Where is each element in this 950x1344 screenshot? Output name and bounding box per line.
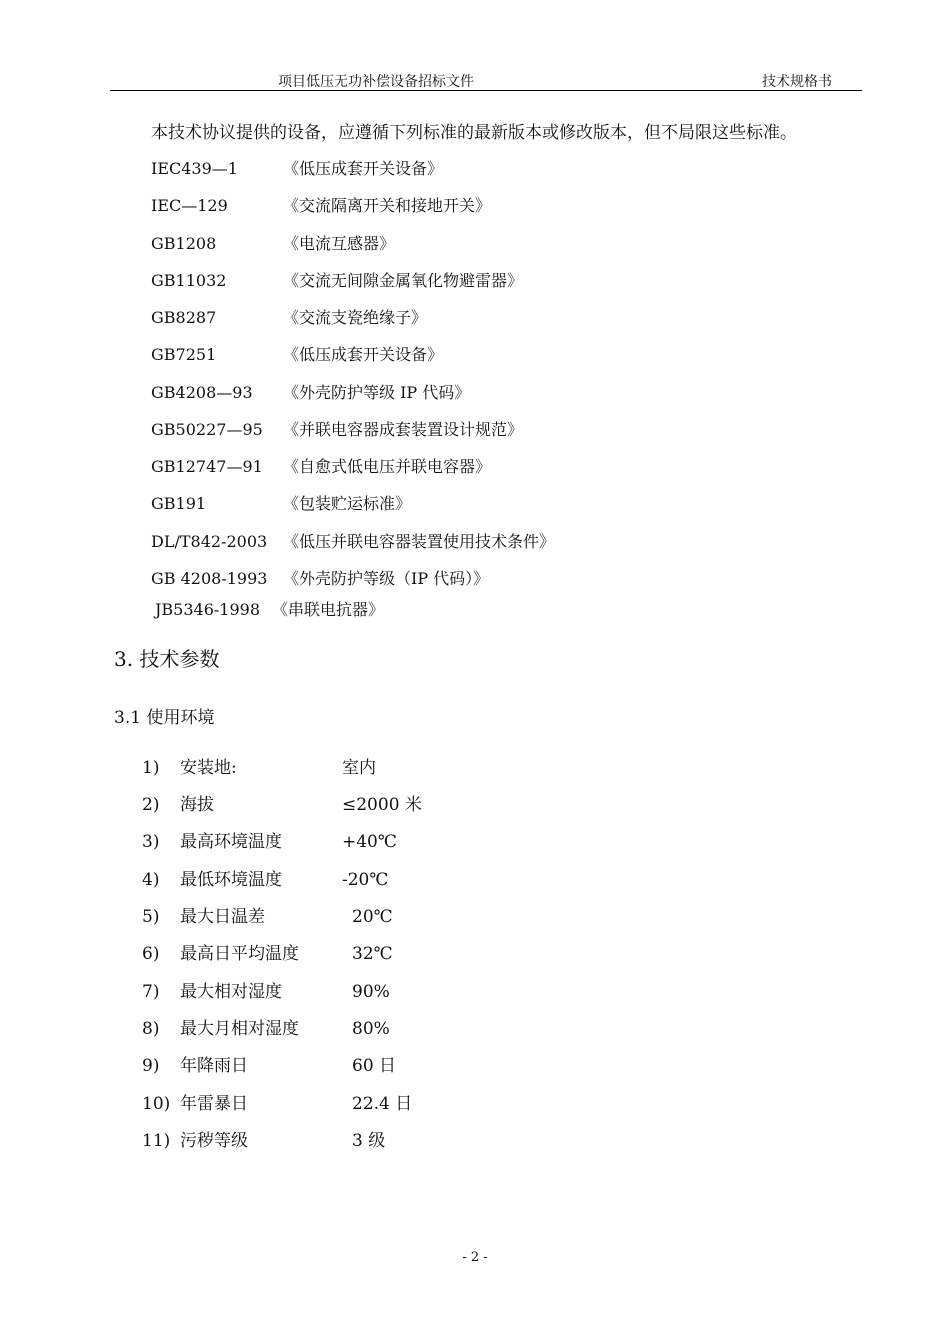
standard-code: GB50227—95 (151, 420, 263, 439)
env-row (142, 827, 397, 852)
env-label: 年降雨日 (180, 1056, 248, 1076)
intro-paragraph: 本技术协议提供的设备，应遵循下列标准的最新版本或修改版本，但不局限这些标准。 (151, 123, 797, 143)
env-value: 90% (352, 982, 390, 1002)
standard-row (151, 417, 523, 440)
standard-code: GB7251 (151, 345, 217, 364)
standard-code: JB5346-1998 (155, 600, 261, 619)
env-num: 3) (142, 832, 160, 852)
env-row (142, 790, 422, 815)
standard-row (151, 193, 491, 216)
env-label: 年雷暴日 (180, 1094, 248, 1114)
section-heading-3: 3. 技术参数 (114, 647, 220, 671)
standard-name: 《串联电抗器》 (272, 600, 385, 619)
header-doc-type: 技术规格书 (762, 74, 832, 90)
standard-row (151, 342, 443, 365)
standard-code: GB 4208-1993 (151, 569, 268, 588)
standard-row (151, 454, 491, 477)
env-row (142, 1051, 396, 1076)
env-label: 安装地: (180, 758, 237, 778)
standard-row (151, 156, 443, 179)
env-label: 最低环境温度 (180, 870, 282, 890)
env-label: 污秽等级 (180, 1131, 248, 1151)
env-label: 最高日平均温度 (180, 944, 299, 964)
env-num: 2) (142, 795, 160, 815)
env-num: 5) (142, 907, 160, 927)
env-label: 最高环境温度 (180, 832, 282, 852)
env-row (142, 1014, 390, 1039)
standard-name: 《外壳防护等级（IP 代码）》 (283, 569, 490, 588)
standard-name: 《并联电容器成套装置设计规范》 (283, 420, 524, 439)
standard-name: 《低压成套开关设备》 (283, 159, 444, 178)
env-value: 3 级 (352, 1131, 386, 1151)
env-row (142, 865, 388, 890)
standard-code: GB8287 (151, 308, 217, 327)
env-label: 最大月相对湿度 (180, 1019, 299, 1039)
env-num: 1) (142, 758, 160, 778)
env-value: 60 日 (352, 1056, 397, 1076)
page-number: - 2 - (462, 1250, 488, 1265)
standard-name: 《外壳防护等级 IP 代码》 (283, 383, 471, 402)
standard-row (151, 231, 395, 254)
env-row (142, 1089, 412, 1114)
standard-row (151, 380, 470, 403)
standard-code: IEC—129 (151, 196, 228, 215)
section-heading-3-1: 3.1 使用环境 (114, 708, 215, 728)
env-row (142, 753, 376, 778)
env-num: 9) (142, 1056, 160, 1076)
env-value: -20℃ (342, 870, 389, 890)
standard-row (151, 529, 555, 552)
env-value: 22.4 日 (352, 1094, 413, 1114)
env-value: 32℃ (352, 944, 393, 964)
env-label: 最大日温差 (180, 907, 265, 927)
standard-row (151, 268, 523, 291)
standard-code: IEC439—1 (151, 159, 238, 178)
standard-name: 《自愈式低电压并联电容器》 (283, 457, 492, 476)
env-value: ≤2000 米 (342, 795, 422, 815)
standard-name: 《交流隔离开关和接地开关》 (283, 196, 492, 215)
env-num: 4) (142, 870, 160, 890)
env-label: 海拔 (180, 795, 214, 815)
standard-name: 《低压成套开关设备》 (283, 345, 444, 364)
env-row (142, 902, 393, 927)
env-value: 80% (352, 1019, 390, 1039)
env-row (142, 939, 393, 964)
env-num: 8) (142, 1019, 160, 1039)
page-header (110, 68, 862, 91)
standard-code: DL/T842-2003 (151, 532, 268, 551)
standard-name: 《低压并联电容器装置使用技术条件》 (283, 532, 556, 551)
env-num: 11) (142, 1131, 171, 1151)
env-row (142, 1126, 385, 1151)
env-value: 室内 (342, 758, 376, 778)
env-num: 6) (142, 944, 160, 964)
standard-row (151, 566, 489, 589)
env-value: +40℃ (342, 832, 397, 852)
standard-row (155, 597, 384, 620)
standard-code: GB191 (151, 494, 207, 513)
env-row (142, 977, 390, 1002)
standard-name: 《电流互感器》 (283, 234, 396, 253)
standard-row (151, 305, 427, 328)
standard-code: GB4208—93 (151, 383, 253, 402)
env-num: 7) (142, 982, 160, 1002)
standard-row (151, 491, 411, 514)
standard-code: GB12747—91 (151, 457, 263, 476)
standard-name: 《包装贮运标准》 (283, 494, 412, 513)
env-value: 20℃ (352, 907, 393, 927)
standard-code: GB11032 (151, 271, 227, 290)
standard-code: GB1208 (151, 234, 217, 253)
env-num: 10) (142, 1094, 171, 1114)
header-title: 项目低压无功补偿设备招标文件 (278, 74, 474, 90)
standard-name: 《交流无间隙金属氧化物避雷器》 (283, 271, 524, 290)
env-label: 最大相对湿度 (180, 982, 282, 1002)
standard-name: 《交流支瓷绝缘子》 (283, 308, 428, 327)
